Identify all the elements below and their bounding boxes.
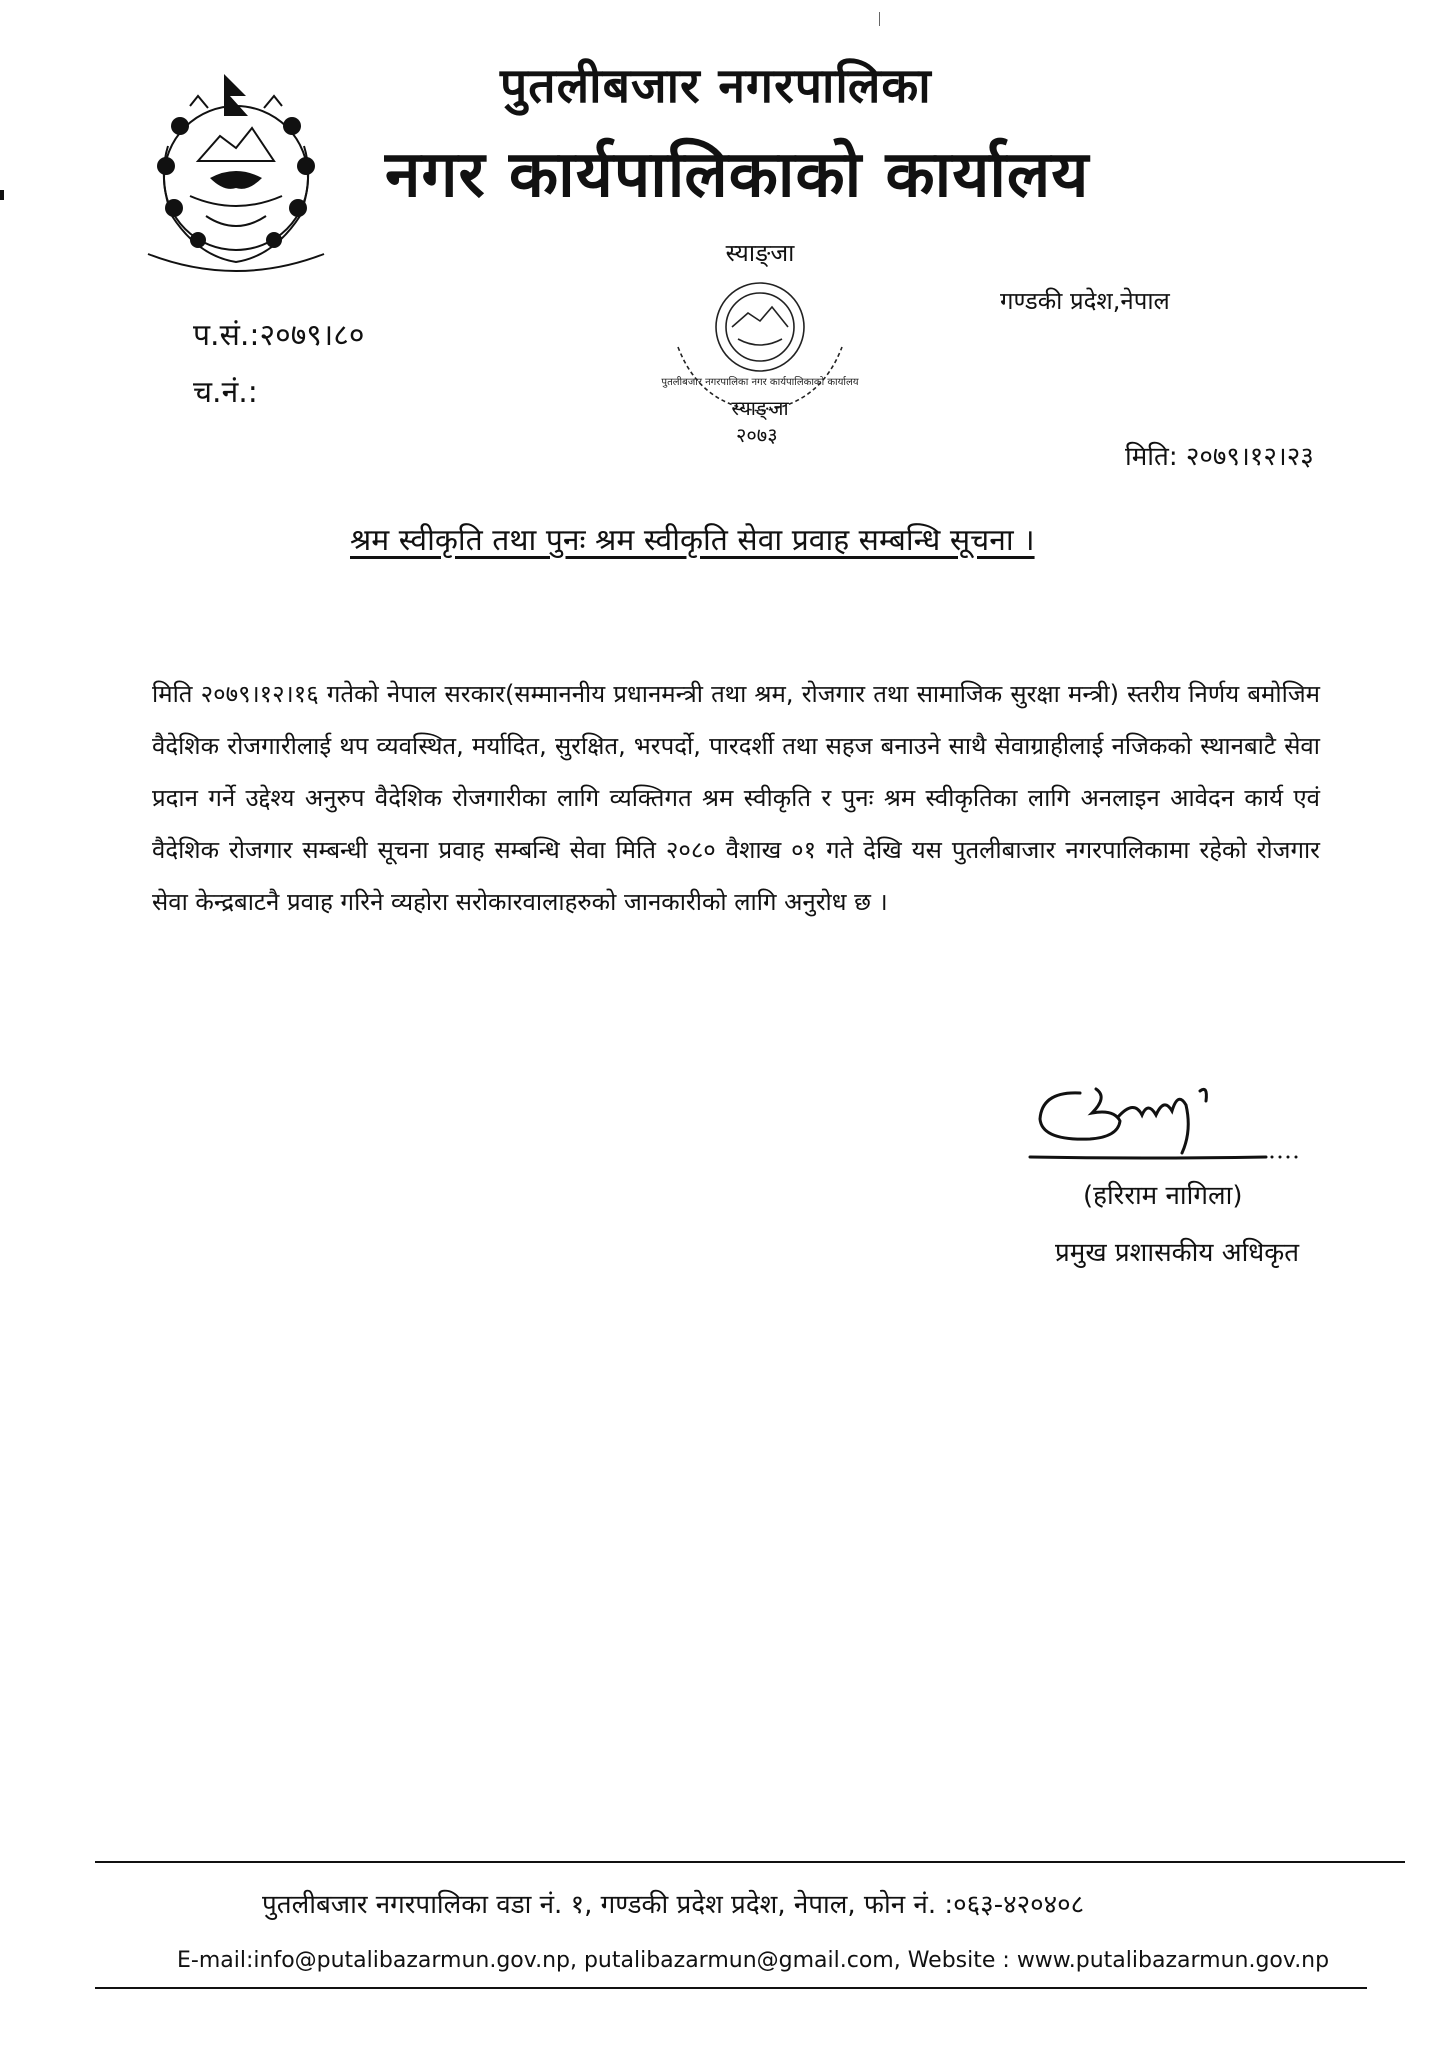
- scan-mark: [879, 12, 880, 26]
- stamp-place: स्याङ्जा: [731, 396, 789, 420]
- province-label: गण्डकी प्रदेश,नेपाल: [1000, 287, 1170, 315]
- reference-number: प.सं.:२०७९।८०: [193, 318, 365, 353]
- letter-body: मिति २०७९।१२।१६ गतेको नेपाल सरकार(सम्माननीय प्रधानमन्त्री तथा श्रम, रोजगार तथा सामाजिक सुरक्षा मन्त्री) स्तरीय निर्णय बमोजिम वैदेशिक रोजगारीलाई थप व्यवस्थित, मर्यादित, सुरक्षित, भरपर्दो, पारदर्शी तथा सहज बनाउने साथै सेवाग्राहीलाई नजिकको स्थानबाटै सेवा प्रदान गर्ने उद्देश्य अनुरुप वैदेशिक रोजगारीका लागि व्यक्तिगत श्रम स्वीकृति र पुनः श्रम स्वीकृतिका लागि अनलाइन आवेदन कार्य एवं वैदेशिक रोजगार सम्बन्धी सूचना प्रवाह सम्बन्धि सेवा मिति २०८० वैशाख ०१ गते देखि यस पुतलीबाजार नगरपालिकामा रहेको रोजगार सेवा केन्द्रबाटनै प्रवाह गरिने व्यहोरा सरोकारवालाहरुको जानकारीको लागि अनुरोध छ ।: [152, 680, 1320, 916]
- nepal-coat-of-arms-icon: [128, 66, 344, 284]
- footer-address: पुतलीबजार नगरपालिका वडा नं. १, गण्डकी प्रदेश प्रदेश, नेपाल, फोन नं. :०६३-४२०४०८: [262, 1890, 1085, 1920]
- handwritten-signature-icon: [1022, 1071, 1322, 1171]
- municipality-name: पुतलीबजार नगरपालिका: [500, 58, 932, 114]
- signatory-name: (हरिराम नागिला): [1083, 1181, 1243, 1211]
- stamp-year: २०७३: [736, 423, 778, 447]
- footer-divider-bottom: [95, 1987, 1367, 1989]
- stamp-ring-text: पुतलीबजार नगरपालिका नगर कार्यपालिकाको कार्यालय: [661, 377, 859, 388]
- dispatch-number: च.नं.:: [193, 375, 258, 410]
- letter-date: मिति: २०७९।१२।२३: [1125, 442, 1314, 472]
- signatory-designation: प्रमुख प्रशासकीय अधिकृत: [1055, 1238, 1300, 1268]
- footer-contact: E-mail:info@putalibazarmun.gov.np, putalibazarmun@gmail.com, Website : www.putalibazarmun.gov.np: [177, 1948, 1330, 1973]
- letter-subject: श्रम स्वीकृति तथा पुनः श्रम स्वीकृति सेवा प्रवाह सम्बन्धि सूचना ।: [350, 523, 1035, 558]
- office-name: नगर कार्यपालिकाको कार्यालय: [385, 138, 1090, 212]
- scan-edge-mark: [0, 190, 4, 200]
- office-seal-icon: [660, 235, 860, 450]
- stamp-district: स्याङ्जा: [725, 239, 795, 267]
- footer-divider: [95, 1861, 1405, 1863]
